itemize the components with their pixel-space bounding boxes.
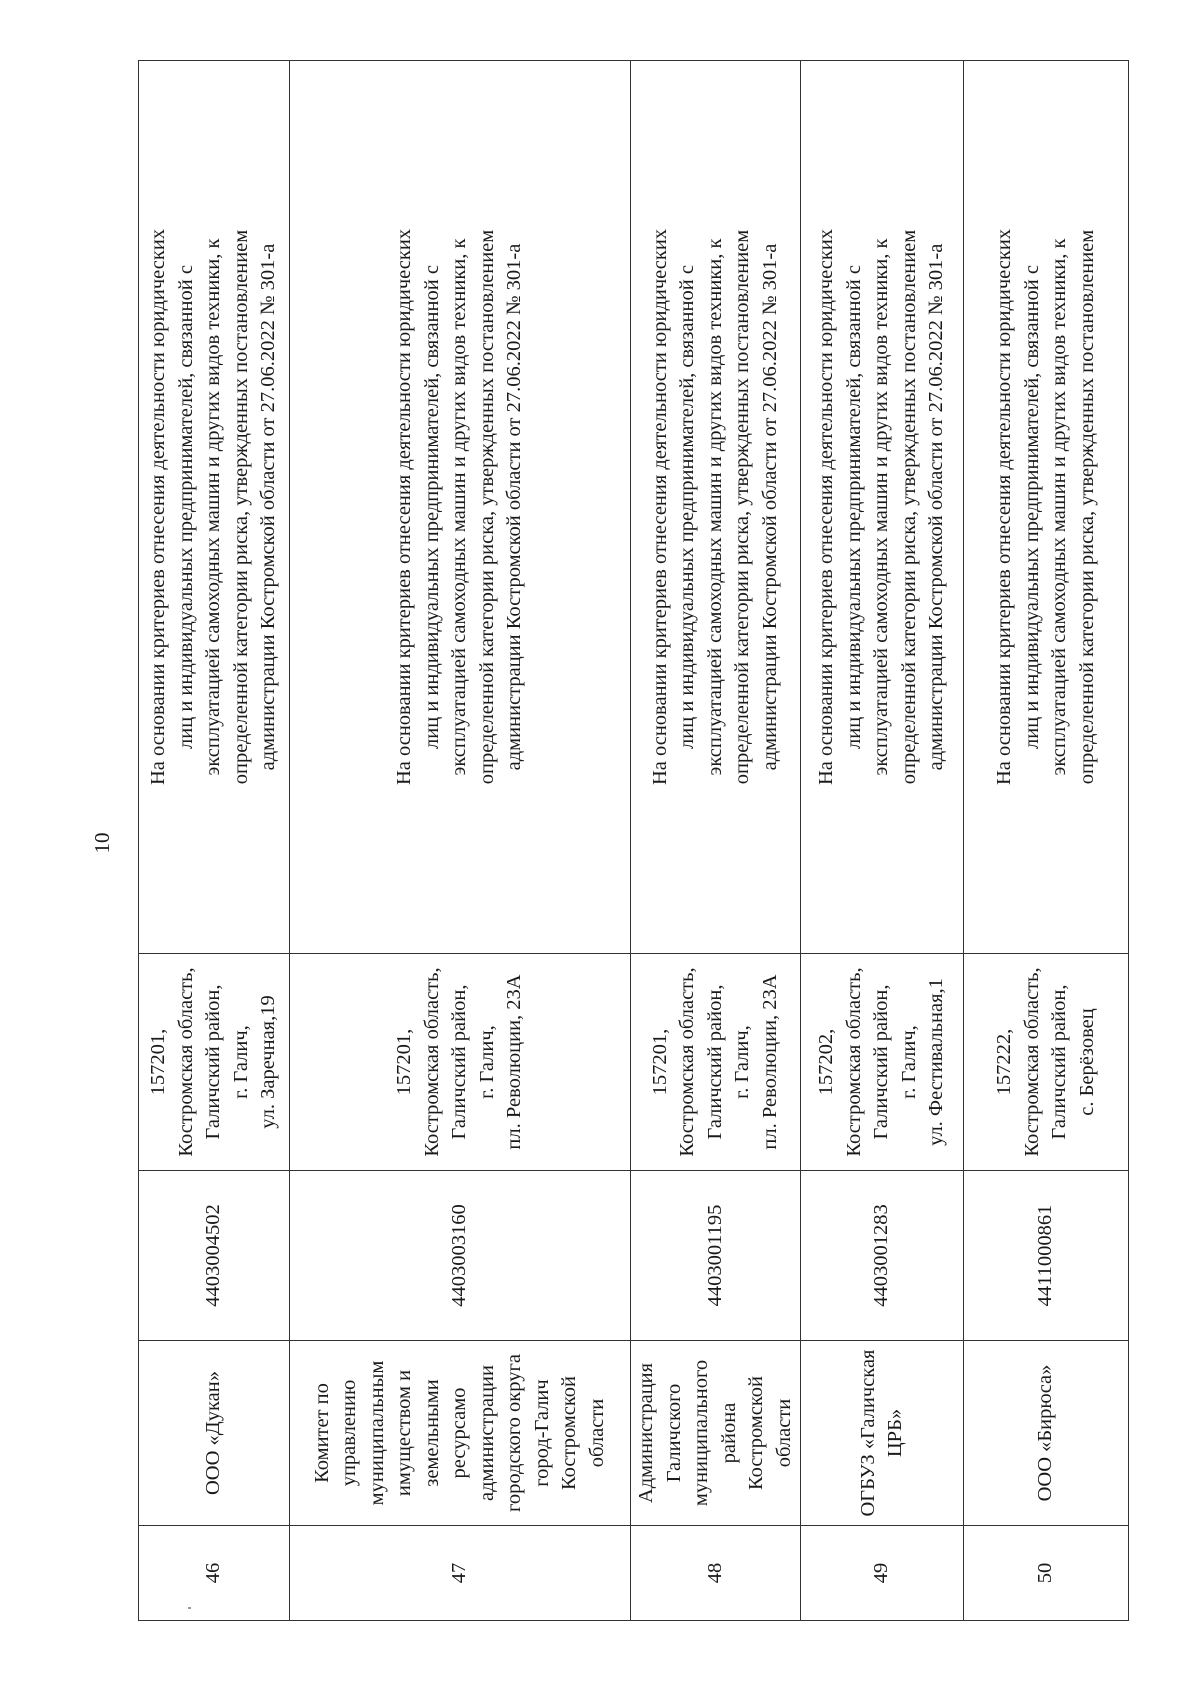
- organization-name-line: ОГБУЗ «Галичская: [856, 1349, 879, 1517]
- organization-name-line: ООО «Бирюса»: [1034, 1364, 1057, 1502]
- basis-line: эксплуатацией самоходных машин и других видов техники, к: [202, 238, 225, 776]
- basis-line: администрации Костромской области от 27.06.2022 № 301-а: [925, 243, 948, 771]
- organization-name-cell: [801, 1341, 964, 1526]
- basis-cell: [139, 61, 290, 954]
- address-line: Костромская область,: [842, 967, 865, 1157]
- organization-name-cell: [290, 1341, 631, 1526]
- basis-line: администрации Костромской области от 27.06.2022 № 301-а: [758, 243, 781, 771]
- basis-line: эксплуатацией самоходных машин и других видов техники, к: [448, 238, 471, 776]
- basis-line: На основании критериев отнесения деятельности юридических: [393, 228, 416, 786]
- basis-line: эксплуатацией самоходных машин и других видов техники, к: [703, 238, 726, 776]
- table-row: [964, 61, 1129, 1621]
- row-number-cell: 48: [631, 1526, 801, 1621]
- row-number-cell: 49: [801, 1526, 964, 1621]
- basis-line: администрации Костромской области от 27.06.2022 № 301-а: [503, 243, 526, 771]
- address-line: 157201,: [147, 1028, 170, 1096]
- basis-line: определенной категории риска, утвержденных постановлением: [475, 229, 498, 785]
- address-cell: [801, 954, 964, 1171]
- basis-line: лиц и индивидуальных предпринимателей, связанной с: [420, 265, 443, 749]
- organization-name-line: Администрация: [635, 1362, 657, 1504]
- inn-cell: 4403003160: [290, 1171, 631, 1341]
- basis-cell: [631, 61, 801, 954]
- organization-name-line: имуществом и: [393, 1369, 416, 1497]
- organization-name-line: муниципального: [690, 1359, 712, 1507]
- organization-name-line: Галичского: [662, 1383, 685, 1483]
- basis-cell: [801, 61, 964, 954]
- organization-name-line: Комитет по: [310, 1383, 333, 1483]
- rotated-page-content: [138, 126, 1102, 1621]
- basis-cell: [964, 61, 1129, 954]
- organization-name-line: городского округа: [503, 1354, 526, 1512]
- basis-line: лиц и индивидуальных предпринимателей, связанной с: [174, 265, 197, 749]
- address-line: ул. Заречная,19: [257, 995, 280, 1129]
- organization-name-line: земельными: [420, 1379, 443, 1487]
- organization-name-line: Костромской: [558, 1375, 581, 1491]
- basis-line: эксплуатацией самоходных машин и других видов техники, к: [1048, 238, 1070, 776]
- address-line: 157222,: [993, 1028, 1015, 1096]
- address-line: ул. Фестивальная,1: [925, 978, 948, 1146]
- address-line: Костромская область,: [1020, 967, 1043, 1157]
- address-cell: [964, 954, 1129, 1171]
- organization-name-line: области: [772, 1398, 795, 1468]
- basis-line: администрации Костромской области от 27.06.2022 № 301-а: [257, 243, 280, 771]
- address-line: г. Галич,: [897, 1025, 920, 1099]
- organization-name-line: управлению: [338, 1379, 361, 1487]
- basis-line: определенной категории риска, утвержденных постановлением: [731, 229, 754, 785]
- inn-cell: 4411000861: [964, 1171, 1129, 1341]
- organization-name-line: ООО «Дукан»: [202, 1371, 225, 1495]
- basis-line: определенной категории риска, утвержденных постановлением: [897, 229, 920, 785]
- address-line: Галичский район,: [202, 984, 225, 1140]
- inn-cell: 4403004502: [139, 1171, 290, 1341]
- basis-line: лиц и индивидуальных предпринимателей, связанной с: [1020, 265, 1043, 749]
- address-line: Костромская область,: [420, 967, 443, 1157]
- table-row: [631, 61, 801, 1621]
- row-number-cell: 46: [139, 1526, 290, 1621]
- basis-line: определенной категории риска, утвержденных постановлением: [229, 229, 252, 785]
- address-line: Костромская область,: [174, 967, 197, 1157]
- address-line: г. Галич,: [475, 1025, 498, 1099]
- organization-name-cell: [631, 1341, 801, 1526]
- table-row: [801, 61, 964, 1621]
- organization-name-line: город-Галич: [530, 1379, 553, 1487]
- address-cell: [139, 954, 290, 1171]
- basis-line: лиц и индивидуальных предпринимателей, связанной с: [676, 265, 699, 749]
- organization-name-line: ресурсамо: [448, 1387, 471, 1479]
- organization-name-line: ЦРБ»: [884, 1408, 906, 1458]
- basis-line: лиц и индивидуальных предпринимателей, связанной с: [842, 265, 865, 749]
- organization-name-line: района Костромской: [717, 1375, 767, 1491]
- address-line: 157201,: [393, 1028, 416, 1096]
- address-line: г. Галич,: [229, 1025, 252, 1099]
- scan-speck: [188, 1607, 191, 1609]
- address-line: с. Берёзовец: [1075, 1008, 1098, 1116]
- organization-name-cell: [964, 1341, 1129, 1526]
- basis-line: эксплуатацией самоходных машин и других видов техники, к: [870, 238, 893, 776]
- address-line: Галичский район,: [870, 984, 893, 1140]
- basis-line: На основании критериев отнесения деятельности юридических: [648, 228, 671, 786]
- organization-name-cell: [139, 1341, 290, 1526]
- inn-cell: 4403001283: [801, 1171, 964, 1341]
- address-line: пл. Революции, 23А: [503, 974, 526, 1150]
- table-row: [290, 61, 631, 1621]
- inn-cell: 4403001195: [631, 1171, 801, 1341]
- address-line: Галичский район,: [1048, 984, 1070, 1140]
- address-cell: [631, 954, 801, 1171]
- basis-cell: [290, 61, 631, 954]
- row-number-cell: 50: [964, 1526, 1129, 1621]
- address-line: Костромская область,: [676, 967, 699, 1157]
- address-cell: [290, 954, 631, 1171]
- address-line: пл. Революции, 23А: [758, 974, 781, 1150]
- address-line: Галичский район,: [703, 984, 726, 1140]
- row-number-cell: 47: [290, 1526, 631, 1621]
- page-number: 10: [90, 832, 114, 854]
- organization-name-line: администрации: [475, 1365, 498, 1501]
- address-line: 157201,: [648, 1028, 671, 1096]
- basis-line: На основании критериев отнесения деятельности юридических: [815, 228, 838, 786]
- basis-line: На основании критериев отнесения деятельности юридических: [993, 228, 1015, 786]
- address-line: 157202,: [815, 1028, 838, 1096]
- basis-line: определенной категории риска, утвержденных постановлением: [1075, 229, 1098, 785]
- organization-name-line: муниципальным: [365, 1360, 388, 1506]
- organization-name-line: области: [585, 1398, 608, 1468]
- address-line: Галичский район,: [448, 984, 471, 1140]
- address-line: г. Галич,: [731, 1025, 754, 1099]
- basis-line: На основании критериев отнесения деятельности юридических: [147, 228, 170, 786]
- table-row: [139, 61, 290, 1621]
- registry-table: [138, 60, 1129, 1621]
